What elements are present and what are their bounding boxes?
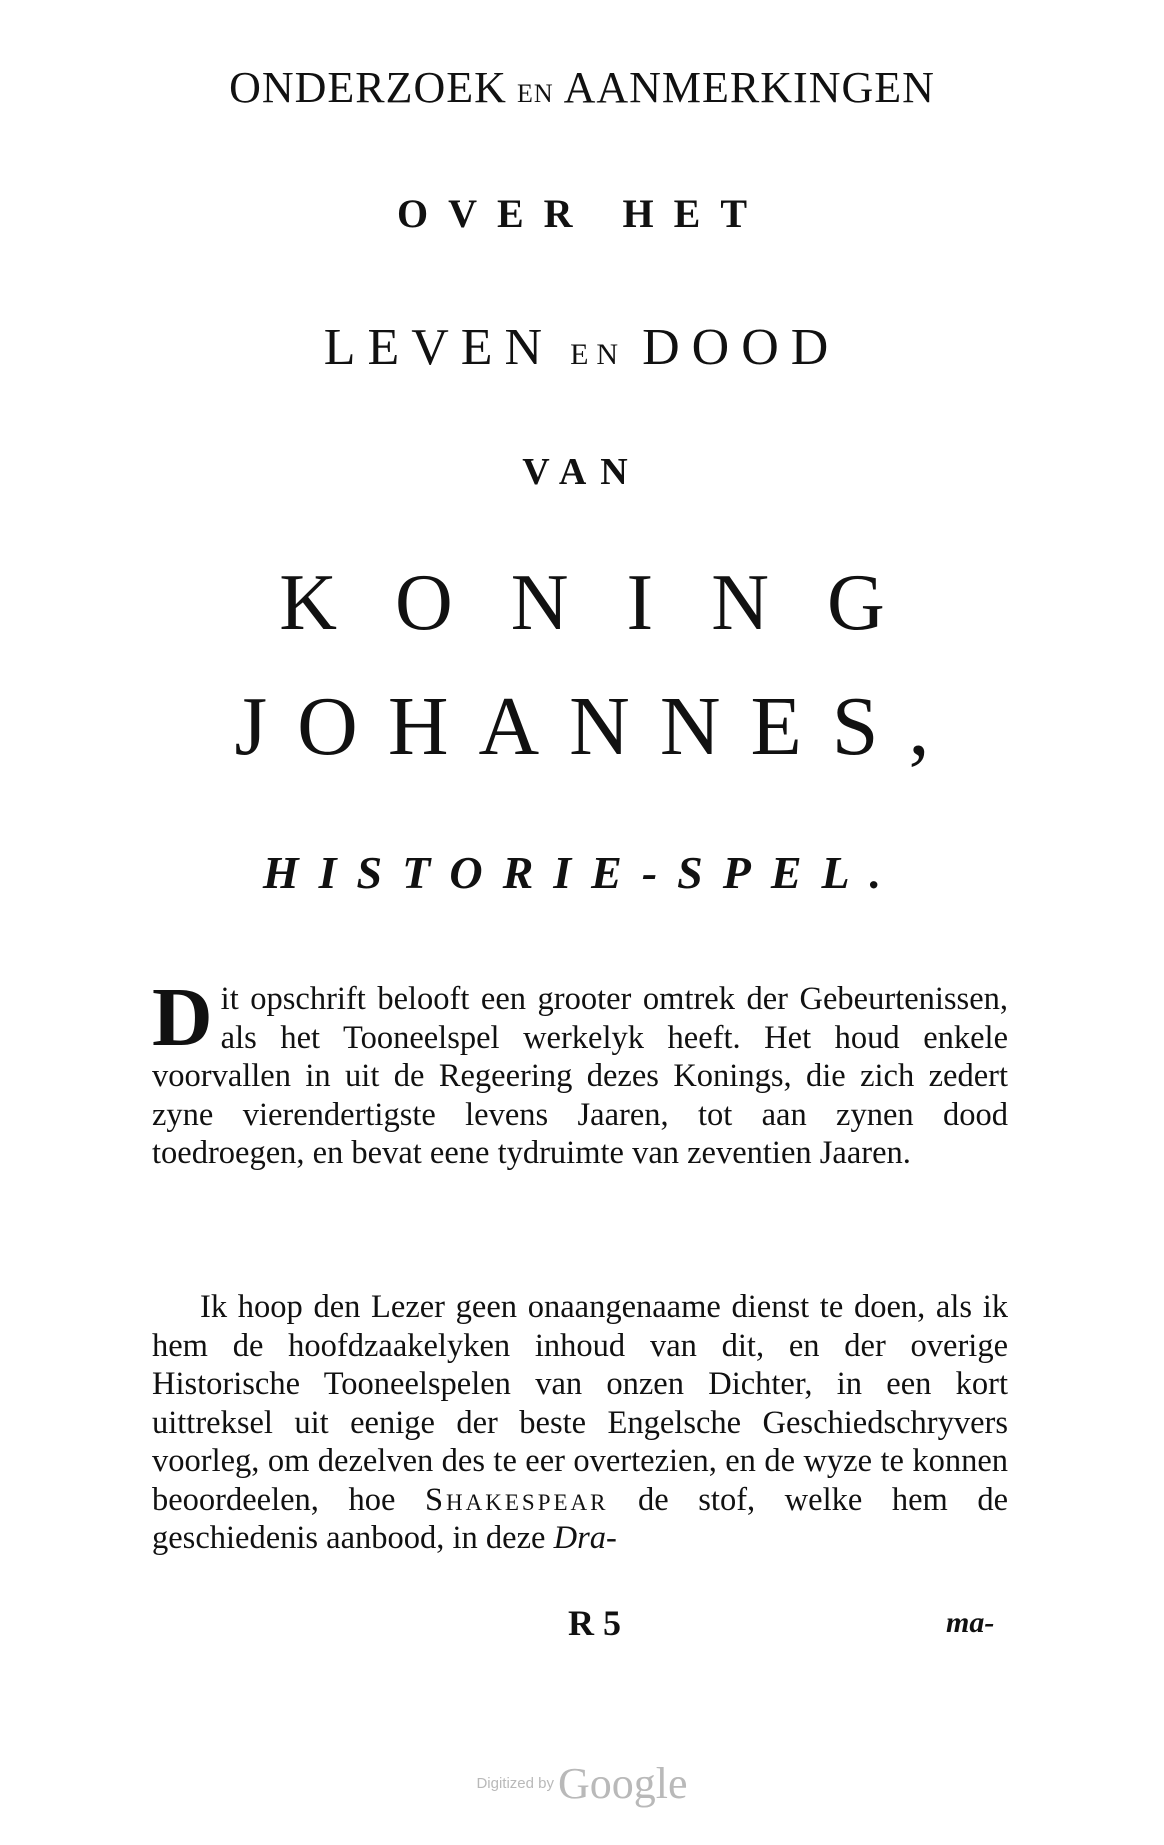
author-name: Shakespear	[424, 1481, 609, 1518]
title-line-johannes: JOHANNES,	[234, 680, 960, 773]
google-logo: Google	[558, 1759, 688, 1808]
paragraph-text: it opschrift belooft een grooter omtrek der Gebeurtenissen, als het Tooneelspel werkelyk heeft. Het houd enkele voorvallen in uit de Regeering dezes Konings, die zich zedert zyne vierendertigste levens Jaaren, tot aan zynen dood toedroegen, en bevat eene tydruimte van zeventien Jaaren.	[152, 981, 1008, 1171]
paragraph-second	[152, 1288, 1008, 1558]
title-line-historie-spel: HISTORIE-SPEL.	[262, 847, 902, 898]
title-word: DOOD	[642, 319, 841, 376]
title-line-koning: KONING	[279, 559, 943, 647]
digitized-watermark	[0, 1758, 1164, 1809]
title-line-onderzoek	[0, 62, 1164, 113]
title-word: LEVEN	[323, 319, 555, 376]
watermark-label: Digitized by	[476, 1775, 554, 1792]
title-word-small: EN	[516, 79, 554, 108]
signature-mark: R 5	[568, 1603, 621, 1643]
title-line-leven-en-dood	[0, 318, 1164, 377]
paragraph-text: de stof, welke hem de geschiedenis aanbood, in deze	[152, 1481, 1009, 1556]
drop-cap: D	[152, 971, 213, 1064]
title-word: AANMERKINGEN	[563, 63, 935, 112]
title-word-small: EN	[570, 338, 627, 371]
paragraph-text: Ik hoop den Lezer geen onaangenaame dienst te doen, als ik hem de hoofdzaakelyken inhoud van dit, en der overige Historische Tooneelspelen van onzen Dichter, in een kort uittreksel uit eenige der beste Engelsche Geschiedschryvers voorleg, om dezelven des te eer overtezien, en de wyze te konnen beoordeelen, hoe	[152, 1289, 1008, 1518]
title-line-van: VAN	[522, 451, 642, 493]
catchword: ma-	[946, 1606, 995, 1639]
paragraph-italic-end: Dra-	[553, 1520, 617, 1556]
paragraph-intro	[152, 971, 1008, 1173]
title-word: ONDERZOEK	[229, 63, 507, 112]
title-line-over-het: OVER HET	[396, 191, 768, 236]
